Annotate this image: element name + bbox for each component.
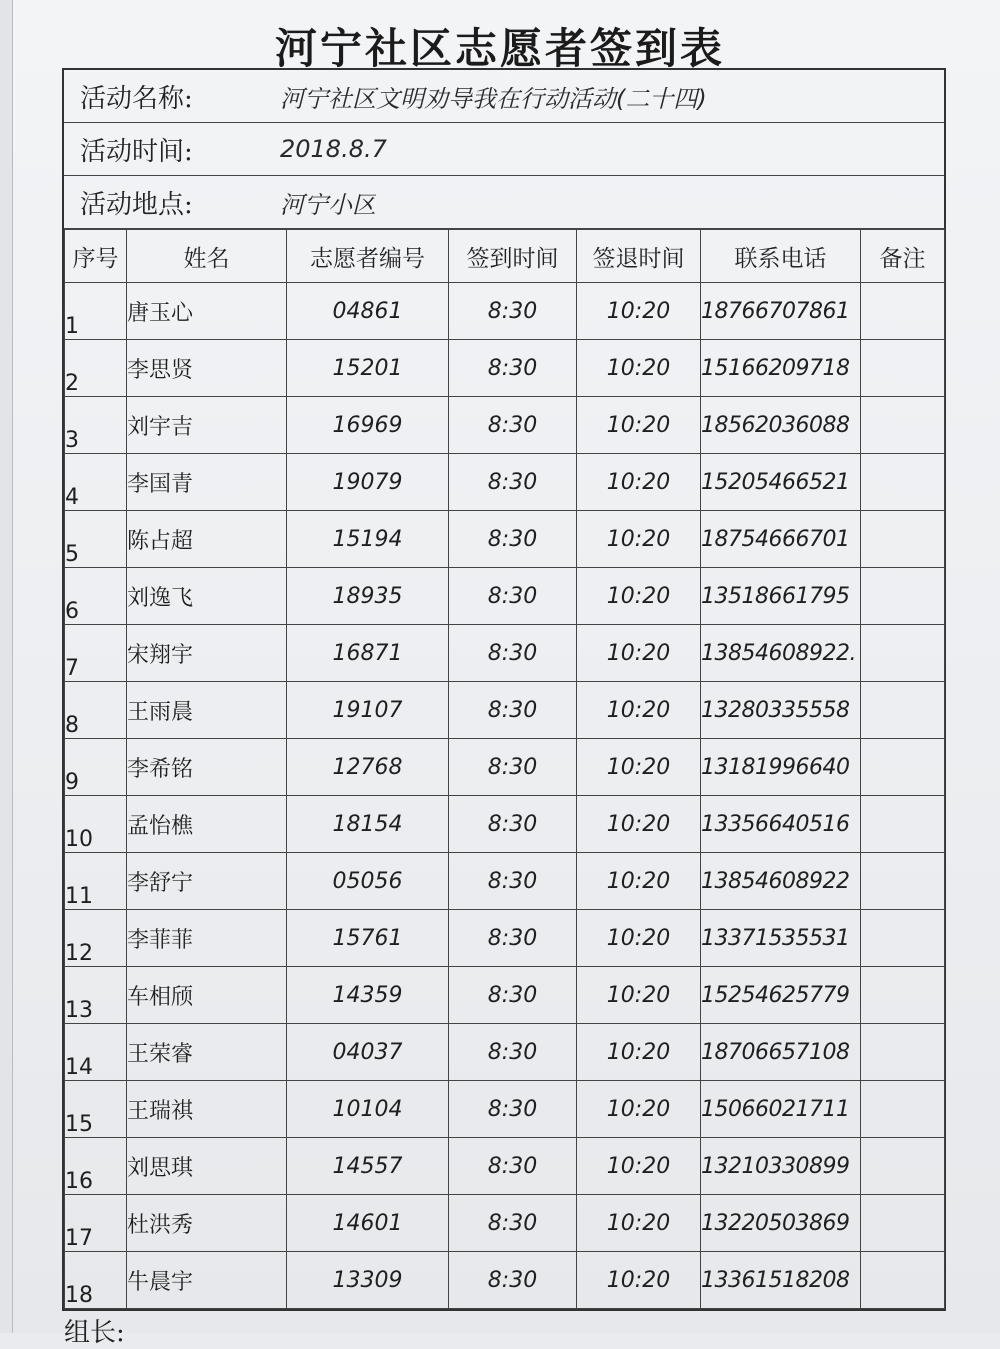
volunteer-name: 唐玉心 xyxy=(127,283,287,340)
table-row xyxy=(65,967,945,1024)
volunteer-id: 14359 xyxy=(287,967,449,1024)
row-number: 7 xyxy=(65,625,127,682)
volunteer-name: 李舒宁 xyxy=(127,853,287,910)
note xyxy=(861,625,945,682)
adjacent-page-edge xyxy=(0,0,13,1333)
signin-time: 8:30 xyxy=(449,397,577,454)
row-number: 18 xyxy=(65,1252,127,1309)
volunteer-name: 牛晨宇 xyxy=(127,1252,287,1309)
note xyxy=(861,568,945,625)
phone-number: 13518661795 xyxy=(701,568,861,625)
phone-number: 18706657108 xyxy=(701,1024,861,1081)
row-number: 2 xyxy=(65,340,127,397)
volunteer-name: 孟怡樵 xyxy=(127,796,287,853)
signout-time: 10:20 xyxy=(577,511,701,568)
table-row xyxy=(65,568,945,625)
table-row xyxy=(65,397,945,454)
activity-location-value: 河宁小区 xyxy=(280,190,376,219)
volunteer-id: 16871 xyxy=(287,625,449,682)
note xyxy=(861,739,945,796)
note xyxy=(861,1081,945,1138)
phone-number: 15066021711 xyxy=(701,1081,861,1138)
row-number: 17 xyxy=(65,1195,127,1252)
volunteer-id: 16969 xyxy=(287,397,449,454)
volunteer-id: 19079 xyxy=(287,454,449,511)
note xyxy=(861,340,945,397)
volunteer-id: 04037 xyxy=(287,1024,449,1081)
volunteer-id: 13309 xyxy=(287,1252,449,1309)
note xyxy=(861,682,945,739)
signout-time: 10:20 xyxy=(577,796,701,853)
header-no: 序号 xyxy=(65,230,127,283)
activity-name-value: 河宁社区文明劝导我在行动活动(二十四) xyxy=(280,84,707,113)
table-row xyxy=(65,1081,945,1138)
row-number: 1 xyxy=(65,283,127,340)
signout-time: 10:20 xyxy=(577,568,701,625)
signout-time: 10:20 xyxy=(577,682,701,739)
signin-time: 8:30 xyxy=(449,682,577,739)
phone-number: 13280335558 xyxy=(701,682,861,739)
volunteer-id: 15761 xyxy=(287,910,449,967)
row-number: 10 xyxy=(65,796,127,853)
volunteer-id: 10104 xyxy=(287,1081,449,1138)
note xyxy=(861,796,945,853)
phone-number: 13371535531 xyxy=(701,910,861,967)
table-row xyxy=(65,682,945,739)
volunteer-name: 刘逸飞 xyxy=(127,568,287,625)
phone-number: 18766707861 xyxy=(701,283,861,340)
phone-number: 13356640516 xyxy=(701,796,861,853)
page-title: 河宁社区志愿者签到表 xyxy=(274,24,725,73)
volunteer-name: 王雨晨 xyxy=(127,682,287,739)
row-number: 14 xyxy=(65,1024,127,1081)
note xyxy=(861,967,945,1024)
volunteer-table xyxy=(64,229,945,1309)
table-row xyxy=(65,283,945,340)
table-row xyxy=(65,853,945,910)
volunteer-name: 李希铭 xyxy=(127,739,287,796)
phone-number: 13854608922. xyxy=(701,625,861,682)
table-row xyxy=(65,1024,945,1081)
row-number: 13 xyxy=(65,967,127,1024)
signout-time: 10:20 xyxy=(577,910,701,967)
note xyxy=(861,397,945,454)
phone-number: 13854608922 xyxy=(701,853,861,910)
signin-time: 8:30 xyxy=(449,910,577,967)
group-leader-label: 组长: xyxy=(64,1318,125,1348)
signin-time: 8:30 xyxy=(449,1252,577,1309)
signin-time: 8:30 xyxy=(449,625,577,682)
volunteer-name: 车相颀 xyxy=(127,967,287,1024)
phone-number: 13220503869 xyxy=(701,1195,861,1252)
signin-time: 8:30 xyxy=(449,739,577,796)
row-number: 4 xyxy=(65,454,127,511)
volunteer-name: 刘宇吉 xyxy=(127,397,287,454)
row-number: 12 xyxy=(65,910,127,967)
volunteer-name: 杜洪秀 xyxy=(127,1195,287,1252)
signin-time: 8:30 xyxy=(449,454,577,511)
table-row xyxy=(65,454,945,511)
table-row xyxy=(65,340,945,397)
signin-time: 8:30 xyxy=(449,568,577,625)
signin-time: 8:30 xyxy=(449,853,577,910)
signout-time: 10:20 xyxy=(577,1081,701,1138)
table-row xyxy=(65,739,945,796)
signout-time: 10:20 xyxy=(577,1138,701,1195)
signin-time: 8:30 xyxy=(449,967,577,1024)
phone-number: 18754666701 xyxy=(701,511,861,568)
signout-time: 10:20 xyxy=(577,853,701,910)
phone-number: 13181996640 xyxy=(701,739,861,796)
volunteer-id: 18154 xyxy=(287,796,449,853)
volunteer-name: 王荣睿 xyxy=(127,1024,287,1081)
header-name: 姓名 xyxy=(127,230,287,283)
row-number: 6 xyxy=(65,568,127,625)
volunteer-id: 14601 xyxy=(287,1195,449,1252)
volunteer-name: 王瑞祺 xyxy=(127,1081,287,1138)
row-number: 15 xyxy=(65,1081,127,1138)
activity-time-row xyxy=(64,123,944,176)
signout-time: 10:20 xyxy=(577,340,701,397)
header-phone: 联系电话 xyxy=(701,230,861,283)
volunteer-name: 宋翔宇 xyxy=(127,625,287,682)
activity-time-label: 活动时间: xyxy=(80,136,193,167)
row-number: 11 xyxy=(65,853,127,910)
signin-time: 8:30 xyxy=(449,340,577,397)
activity-location-row xyxy=(64,176,944,229)
volunteer-id: 04861 xyxy=(287,283,449,340)
note xyxy=(861,910,945,967)
volunteer-id: 18935 xyxy=(287,568,449,625)
volunteer-name: 刘思琪 xyxy=(127,1138,287,1195)
table-row xyxy=(65,625,945,682)
header-signout-time: 签退时间 xyxy=(577,230,701,283)
row-number: 16 xyxy=(65,1138,127,1195)
volunteer-name: 李菲菲 xyxy=(127,910,287,967)
signin-time: 8:30 xyxy=(449,1195,577,1252)
activity-time-value: 2018.8.7 xyxy=(280,135,387,163)
row-number: 8 xyxy=(65,682,127,739)
signout-time: 10:20 xyxy=(577,1195,701,1252)
signin-time: 8:30 xyxy=(449,796,577,853)
note xyxy=(861,1252,945,1309)
signin-time: 8:30 xyxy=(449,1081,577,1138)
table-row xyxy=(65,511,945,568)
phone-number: 18562036088 xyxy=(701,397,861,454)
row-number: 5 xyxy=(65,511,127,568)
table-header-row xyxy=(65,230,945,283)
note xyxy=(861,1024,945,1081)
signin-time: 8:30 xyxy=(449,511,577,568)
phone-number: 13210330899 xyxy=(701,1138,861,1195)
phone-number: 15254625779 xyxy=(701,967,861,1024)
table-row xyxy=(65,1138,945,1195)
signout-time: 10:20 xyxy=(577,1024,701,1081)
signin-time: 8:30 xyxy=(449,283,577,340)
signin-form xyxy=(62,68,946,1311)
volunteer-name: 李思贤 xyxy=(127,340,287,397)
header-note: 备注 xyxy=(861,230,945,283)
signout-time: 10:20 xyxy=(577,739,701,796)
volunteer-id: 14557 xyxy=(287,1138,449,1195)
phone-number: 13361518208 xyxy=(701,1252,861,1309)
volunteer-id: 12768 xyxy=(287,739,449,796)
activity-location-label: 活动地点: xyxy=(80,189,193,220)
note xyxy=(861,511,945,568)
note xyxy=(861,853,945,910)
header-volunteer-id: 志愿者编号 xyxy=(287,230,449,283)
volunteer-name: 陈占超 xyxy=(127,511,287,568)
signout-time: 10:20 xyxy=(577,625,701,682)
phone-number: 15166209718 xyxy=(701,340,861,397)
note xyxy=(861,283,945,340)
signout-time: 10:20 xyxy=(577,454,701,511)
signout-time: 10:20 xyxy=(577,397,701,454)
signin-time: 8:30 xyxy=(449,1138,577,1195)
note xyxy=(861,454,945,511)
volunteer-id: 19107 xyxy=(287,682,449,739)
activity-name-label: 活动名称: xyxy=(80,83,193,114)
volunteer-id: 15194 xyxy=(287,511,449,568)
row-number: 3 xyxy=(65,397,127,454)
volunteer-id: 05056 xyxy=(287,853,449,910)
table-row xyxy=(65,1195,945,1252)
volunteer-name: 李国青 xyxy=(127,454,287,511)
note xyxy=(861,1138,945,1195)
signout-time: 10:20 xyxy=(577,967,701,1024)
table-row xyxy=(65,796,945,853)
signout-time: 10:20 xyxy=(577,283,701,340)
header-signin-time: 签到时间 xyxy=(449,230,577,283)
signout-time: 10:20 xyxy=(577,1252,701,1309)
activity-name-row xyxy=(64,70,944,123)
signin-time: 8:30 xyxy=(449,1024,577,1081)
table-row xyxy=(65,910,945,967)
table-row xyxy=(65,1252,945,1309)
volunteer-id: 15201 xyxy=(287,340,449,397)
phone-number: 15205466521 xyxy=(701,454,861,511)
note xyxy=(861,1195,945,1252)
row-number: 9 xyxy=(65,739,127,796)
